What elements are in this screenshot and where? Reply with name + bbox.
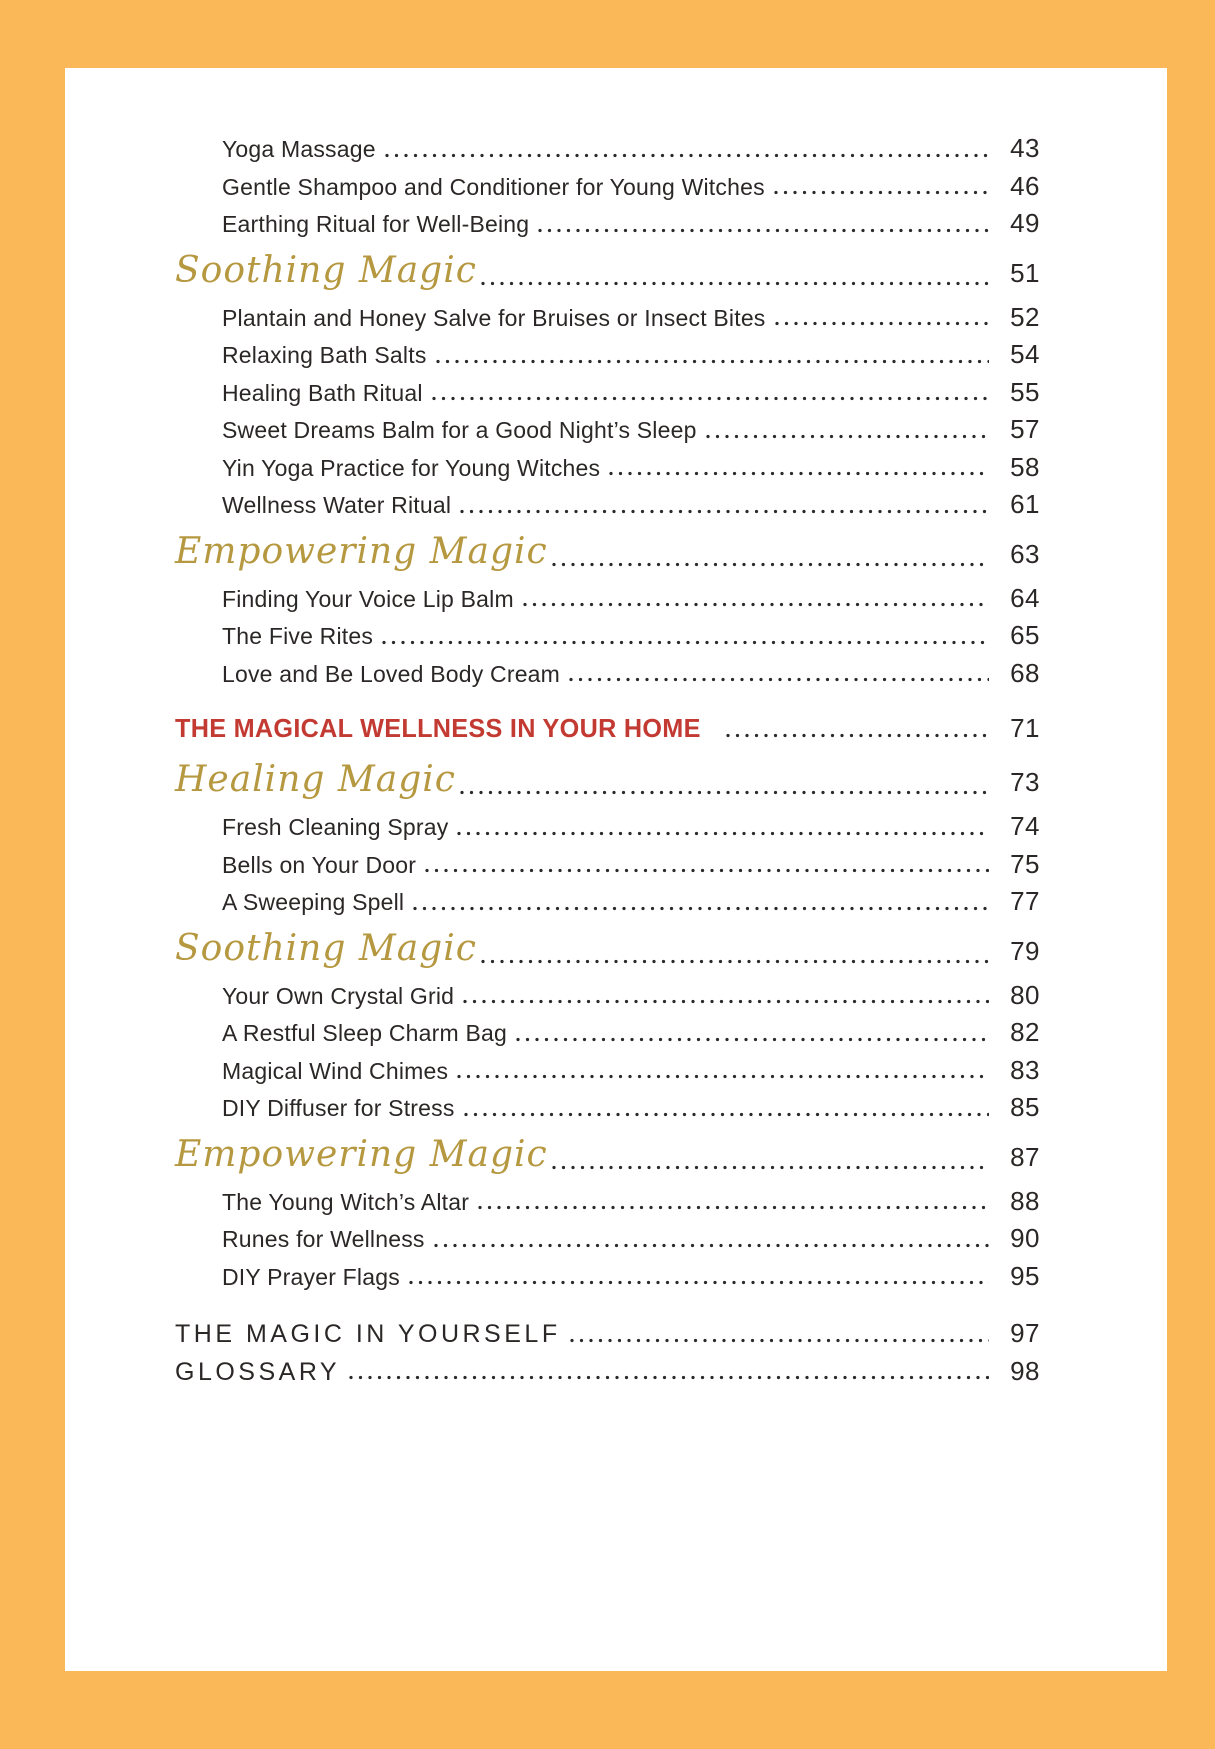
dot-leader	[552, 562, 989, 567]
toc-section-heading	[175, 752, 1040, 808]
toc-entry-label: Healing Bath Ritual	[222, 379, 423, 406]
dot-leader	[523, 602, 989, 607]
toc-entry-page-number: 97	[1010, 1318, 1040, 1348]
dot-leader	[463, 999, 989, 1004]
dot-leader	[413, 906, 989, 911]
dot-leader	[609, 471, 989, 476]
toc-entry	[175, 130, 1040, 168]
dot-leader	[460, 790, 989, 795]
toc-entry	[175, 411, 1040, 449]
toc-section-heading	[175, 243, 1040, 299]
toc-entry-page-number: 58	[1010, 451, 1040, 482]
toc-entry-page-number: 57	[1010, 414, 1040, 444]
toc-entry-label: Soothing Magic	[175, 249, 477, 291]
toc-entry-label: Empowering Magic	[175, 530, 548, 572]
toc-entry-page-number: 85	[1010, 1092, 1040, 1122]
toc-entry	[175, 299, 1040, 337]
toc-chapter-heading-red	[175, 708, 1040, 748]
toc-chapter-heading	[175, 1315, 1040, 1353]
toc-entry-page-number: 71	[1010, 713, 1040, 743]
toc-entry	[175, 374, 1040, 412]
dot-leader	[569, 677, 989, 682]
toc-entry	[175, 449, 1040, 487]
toc-entry-page-number: 73	[1010, 767, 1040, 797]
dot-leader	[481, 281, 989, 286]
toc-entry-label: Relaxing Bath Salts	[222, 342, 427, 368]
dot-leader	[774, 190, 989, 195]
dot-leader	[457, 831, 989, 836]
dot-leader	[349, 1375, 989, 1380]
toc-entry	[175, 617, 1040, 655]
toc-entry-label: Earthing Ritual for Well-Being	[222, 211, 530, 237]
dot-leader	[460, 509, 989, 514]
toc-section-heading	[175, 921, 1040, 977]
dot-leader	[706, 434, 989, 439]
toc-entry-label: Finding Your Voice Lip Balm	[222, 585, 514, 612]
toc-entry-label: Gentle Shampoo and Conditioner for Young Witches	[222, 173, 765, 200]
toc-entry-label: DIY Prayer Flags	[222, 1263, 400, 1290]
toc-entry	[175, 336, 1040, 374]
toc-entry-page-number: 68	[1010, 657, 1040, 688]
toc-entry-page-number: 80	[1010, 979, 1040, 1010]
toc-entry-page-number: 43	[1010, 133, 1040, 163]
toc-entry-label: Soothing Magic	[175, 927, 477, 969]
toc-entry-page-number: 54	[1010, 339, 1040, 369]
toc-entry-page-number: 74	[1010, 811, 1040, 841]
toc-entry-page-number: 63	[1010, 538, 1040, 569]
toc-entry-page-number: 64	[1010, 582, 1040, 613]
toc-entry-label: Yoga Massage	[222, 136, 376, 162]
toc-entry-label: The Young Witch’s Altar	[222, 1188, 470, 1215]
toc-entry-page-number: 87	[1010, 1141, 1040, 1172]
toc-entry	[175, 168, 1040, 206]
dot-leader	[538, 228, 989, 233]
dot-leader	[434, 1243, 989, 1248]
toc-entry-label: Runes for Wellness	[222, 1226, 425, 1252]
dot-leader	[457, 1074, 989, 1079]
toc-entry-page-number: 95	[1010, 1260, 1040, 1291]
toc-entry-label: Yin Yoga Practice for Young Witches	[222, 454, 601, 481]
toc-entry	[175, 1052, 1040, 1090]
dot-leader	[570, 1338, 989, 1343]
dot-leader	[726, 733, 989, 738]
toc-entry	[175, 883, 1040, 921]
toc-entry-page-number: 90	[1010, 1223, 1040, 1253]
toc-entry-label: Magical Wind Chimes	[222, 1057, 449, 1084]
table-of-contents	[175, 130, 1040, 1390]
toc-entry-page-number: 79	[1010, 935, 1040, 966]
toc-entry-page-number: 82	[1010, 1017, 1040, 1047]
toc-entry	[175, 1220, 1040, 1258]
dot-leader	[478, 1205, 989, 1210]
dot-leader	[464, 1112, 989, 1117]
dot-leader	[409, 1280, 989, 1285]
toc-entry-page-number: 49	[1010, 208, 1040, 238]
dot-leader	[481, 959, 989, 964]
toc-entry-label: A Sweeping Spell	[222, 889, 405, 915]
toc-section-heading	[175, 524, 1040, 580]
toc-entry-label: Empowering Magic	[175, 1133, 548, 1175]
dot-leader	[432, 396, 989, 401]
toc-entry-page-number: 55	[1010, 376, 1040, 407]
toc-entry-label: A Restful Sleep Charm Bag	[222, 1020, 507, 1046]
toc-entry	[175, 655, 1040, 693]
toc-entry	[175, 977, 1040, 1015]
toc-entry-page-number: 65	[1010, 620, 1040, 650]
toc-entry	[175, 580, 1040, 618]
dot-leader	[385, 153, 989, 158]
toc-chapter-heading	[175, 1353, 1040, 1391]
book-page	[65, 68, 1167, 1671]
toc-entry-page-number: 52	[1010, 301, 1040, 332]
dot-leader	[552, 1165, 989, 1170]
toc-entry-label: The Five Rites	[222, 623, 374, 649]
toc-entry-label: THE MAGIC IN YOURSELF	[175, 1320, 561, 1348]
toc-entry-label: Plantain and Honey Salve for Bruises or Insect Bites	[222, 304, 766, 331]
dot-leader	[516, 1037, 989, 1042]
toc-entry-label: Your Own Crystal Grid	[222, 982, 455, 1009]
toc-entry	[175, 1183, 1040, 1221]
toc-entry-label: THE MAGICAL WELLNESS IN YOUR HOME	[175, 713, 701, 743]
toc-entry-page-number: 51	[1010, 257, 1040, 288]
toc-entry-page-number: 88	[1010, 1185, 1040, 1216]
toc-entry	[175, 205, 1040, 243]
toc-entry-page-number: 61	[1010, 489, 1040, 519]
toc-entry	[175, 1258, 1040, 1296]
toc-entry-page-number: 98	[1010, 1355, 1040, 1386]
toc-entry-page-number: 46	[1010, 170, 1040, 201]
toc-entry	[175, 1014, 1040, 1052]
toc-section-heading	[175, 1127, 1040, 1183]
dot-leader	[425, 868, 989, 873]
toc-entry-label: DIY Diffuser for Stress	[222, 1095, 455, 1121]
toc-entry	[175, 1089, 1040, 1127]
dot-leader	[382, 640, 989, 645]
toc-entry-label: Wellness Water Ritual	[222, 492, 452, 518]
toc-entry-page-number: 77	[1010, 886, 1040, 916]
toc-entry-label: Healing Magic	[175, 759, 456, 800]
toc-entry	[175, 808, 1040, 846]
toc-entry	[175, 846, 1040, 884]
toc-entry-page-number: 83	[1010, 1054, 1040, 1085]
dot-leader	[775, 321, 989, 326]
dot-leader	[436, 359, 989, 364]
toc-entry-label: Sweet Dreams Balm for a Good Night’s Sleep	[222, 417, 697, 443]
toc-entry-label: Fresh Cleaning Spray	[222, 814, 449, 840]
toc-entry	[175, 486, 1040, 524]
toc-entry-label: Love and Be Loved Body Cream	[222, 660, 561, 687]
toc-entry-label: GLOSSARY	[175, 1357, 341, 1386]
toc-entry-label: Bells on Your Door	[222, 851, 417, 878]
toc-entry-page-number: 75	[1010, 848, 1040, 879]
